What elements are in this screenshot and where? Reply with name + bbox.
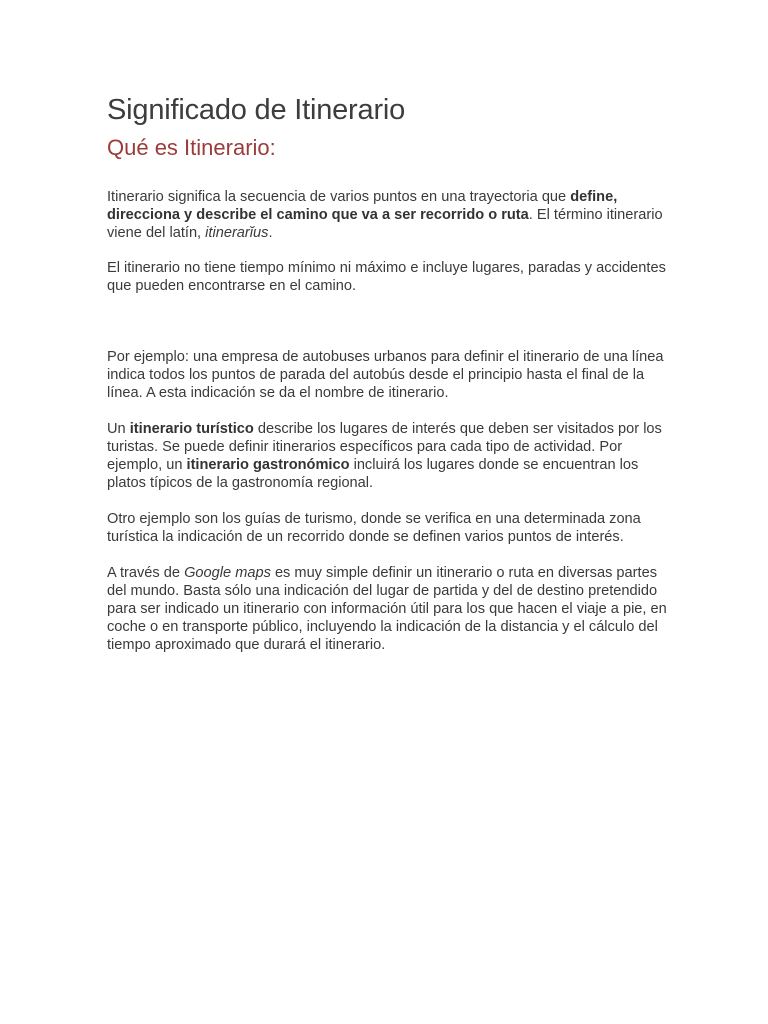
paragraph-google-maps <box>107 564 667 654</box>
text-run: Itinerario significa la secuencia de varios puntos en una trayectoria que <box>107 189 571 205</box>
paragraph-definition <box>107 188 667 242</box>
text-run: incluirá los lugares donde se encuentran los platos típicos de la gastronomía regional. <box>107 457 639 491</box>
text-run: A través de <box>107 565 185 581</box>
bold-text: itinerario turístico <box>129 421 254 437</box>
italic-text: Google maps <box>184 565 271 581</box>
paragraph-example-bus: Por ejemplo: una empresa de autobuses urbanos para definir el itinerario de una línea indica todos los puntos de parada del autobús desde el principio hasta el final de la línea. A esta indicación se da el nombre de itinerario. <box>107 349 664 401</box>
bold-text: define, direcciona y describe el camino que va a ser recorrido o ruta <box>107 189 618 223</box>
text-run: . El término itinerario viene del latín, <box>107 207 663 241</box>
document-page <box>107 92 667 654</box>
paragraph-tour-guides: Otro ejemplo son los guías de turismo, donde se verifica en una determinada zona turística la indicación de un recorrido donde se definen varios puntos de interés. <box>107 511 641 545</box>
text-run: . <box>268 225 273 241</box>
paragraph-tourist-itinerary <box>107 420 667 492</box>
italic-text: itinerarĭus <box>205 225 269 241</box>
bold-text: itinerario gastronómico <box>186 457 350 473</box>
text-run: describe los lugares de interés que deben ser visitados por los turistas. Se puede definir itinerarios específicos para cada tipo de actividad. Por ejemplo, un <box>107 421 662 473</box>
paragraph-duration: El itinerario no tiene tiempo mínimo ni máximo e incluye lugares, paradas y accidentes que pueden encontrarse en el camino. <box>107 260 666 294</box>
page-title: Significado de Itinerario <box>107 94 406 126</box>
text-run: es muy simple definir un itinerario o ruta en diversas partes del mundo. Basta sólo una indicación del lugar de partida y del de destino pretendido para ser indicado un itinerario con información útil para los que hacen el viaje a pie, en coche o en transporte público, incluyendo la indicación de la distancia y el cálculo del tiempo aproximado que durará el itinerario. <box>107 565 667 653</box>
text-run: Un <box>107 421 130 437</box>
section-heading: Qué es Itinerario: <box>107 135 276 160</box>
